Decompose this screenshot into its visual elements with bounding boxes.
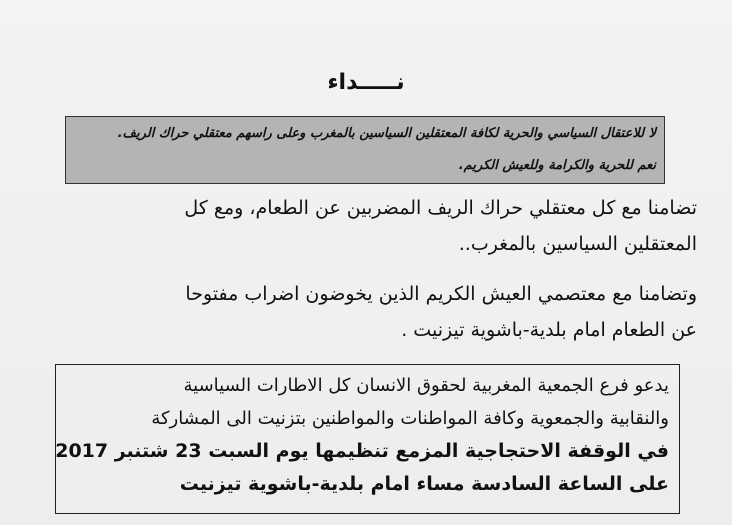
call-line-3: في الوقفة الاحتجاجية المزمع تنظيمها يوم السبت 23 شتنبر 2017	[55, 440, 669, 462]
paragraph-2-line-1: وتضامنا مع معتصمي العيش الكريم الذين يخوضون اضراب مفتوحا	[185, 283, 697, 305]
solidarity-paragraph-1	[57, 190, 697, 262]
highlight-box	[65, 116, 665, 184]
paragraph-1-line-2: المعتقلين السياسين بالمغرب..	[458, 233, 697, 255]
paragraph-2-line-2: عن الطعام امام بلدية-باشوية تيزنيت .	[401, 319, 697, 341]
call-line-2: والنقابية والجمعوية وكافة المواطنات والمواطنين بتزنيت الى المشاركة	[151, 408, 669, 429]
call-to-action-box	[55, 364, 680, 514]
highlight-line-2: نعم للحرية والكرامة وللعيش الكريم.	[458, 158, 656, 173]
paragraph-1-line-1: تضامنا مع كل معتقلي حراك الريف المضربين عن الطعام، ومع كل	[184, 197, 697, 219]
solidarity-paragraph-2	[57, 276, 697, 348]
call-line-4: على الساعة السادسة مساء امام بلدية-باشوية تيزنيت	[179, 473, 669, 495]
highlight-line-1: لا للاعتقال السياسي والحرية لكافة المعتقلين السياسين بالمغرب وعلى راسهم معتقلي حراك الريف.	[117, 126, 656, 141]
page-title: نـــــداء	[327, 70, 405, 95]
call-line-1: يدعو فرع الجمعية المغربية لحقوق الانسان كل الاطارات السياسية	[183, 375, 669, 396]
